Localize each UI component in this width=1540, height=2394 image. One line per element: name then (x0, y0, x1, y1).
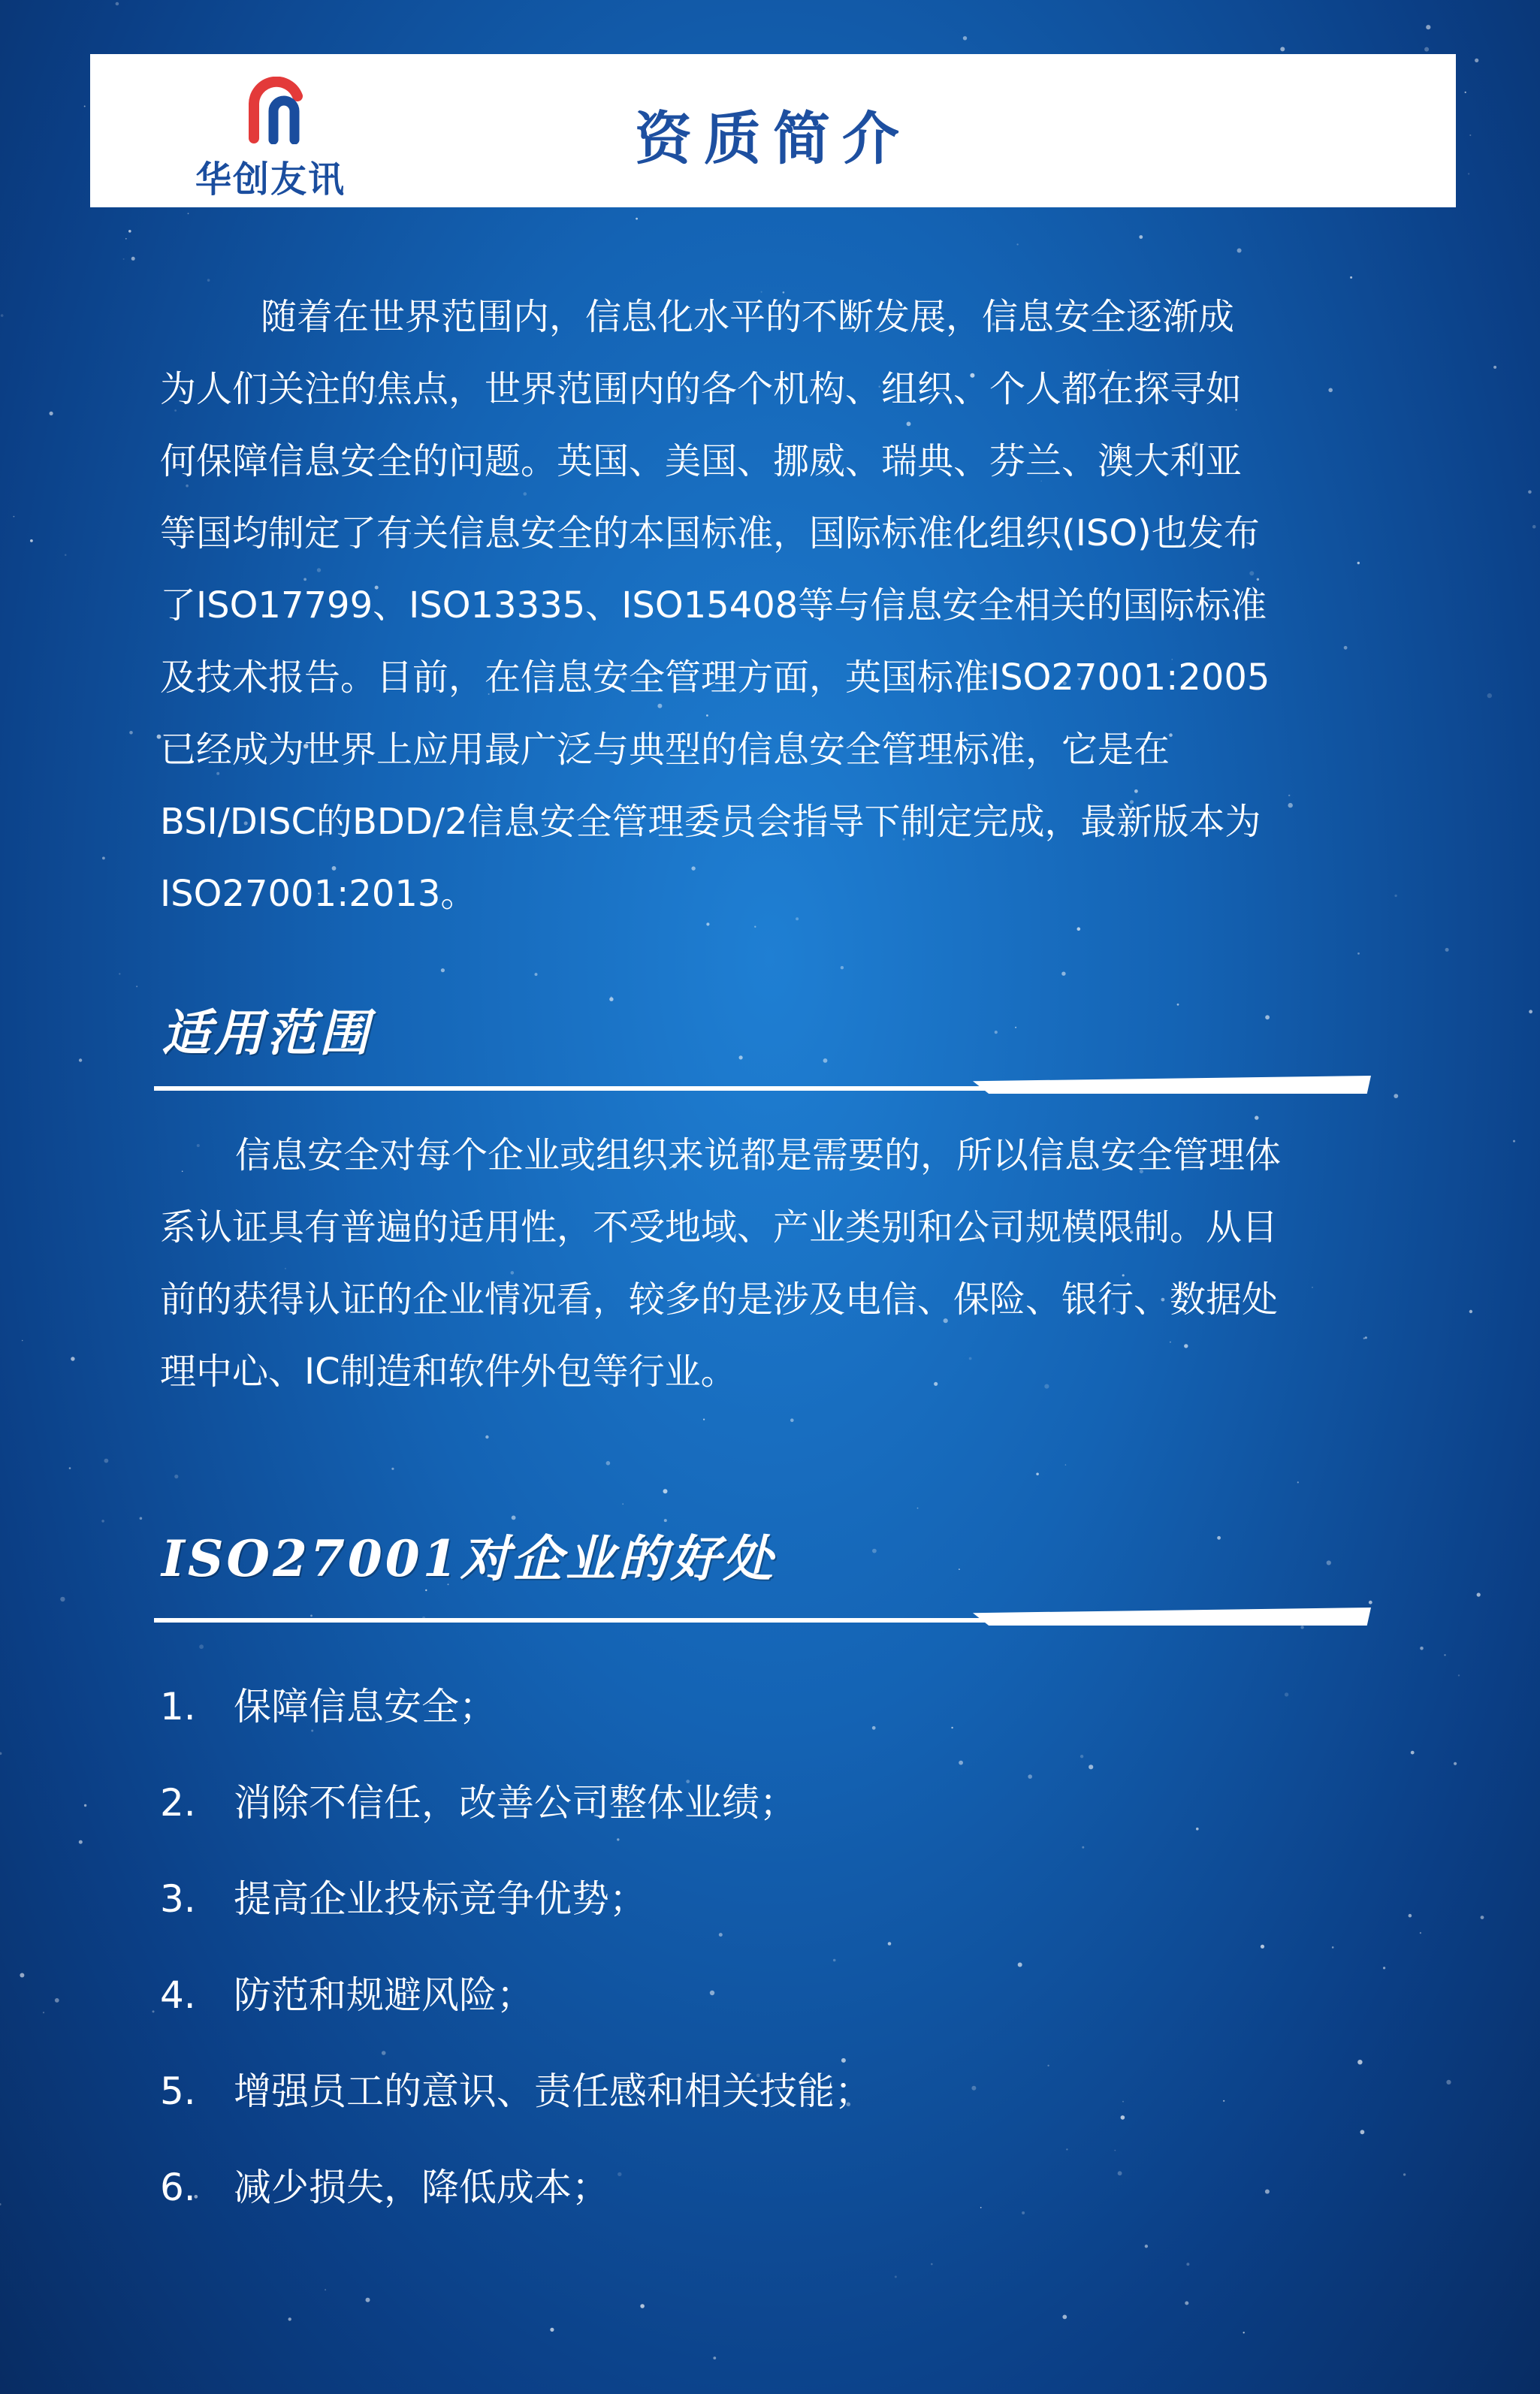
list-number: 3. (160, 1877, 196, 1921)
list-item (160, 2157, 872, 2254)
star (1118, 2171, 1122, 2175)
star (1196, 1828, 1199, 1831)
list-text: 消除不信任，改善公司整体业绩； (234, 1781, 797, 1825)
list-text: 保障信息安全； (234, 1685, 497, 1728)
intro-line: 了ISO17799、ISO13335、ISO15408等与信息安全相关的国际标准 (160, 584, 1267, 626)
star (1420, 1932, 1421, 1934)
scope-paragraph (160, 1119, 1407, 1408)
star (1066, 2148, 1067, 2150)
star (1028, 1774, 1032, 1779)
star (1114, 2150, 1116, 2151)
star (43, 2012, 44, 2013)
star (1300, 1626, 1303, 1629)
list-text: 增强员工的意识、责任感和相关技能； (234, 2069, 872, 2113)
star (1532, 525, 1536, 529)
list-number: 4. (160, 1973, 196, 2017)
star (951, 1727, 953, 1728)
list-number: 2. (160, 1781, 196, 1825)
star (790, 1418, 794, 1422)
star (609, 998, 613, 1001)
star (1469, 1310, 1472, 1313)
star (152, 2010, 155, 2012)
star (1015, 1027, 1016, 1028)
intro-line: 等国均制定了有关信息安全的本国标准，国际标准化组织(ISO)也发布 (160, 512, 1260, 554)
star (1458, 1674, 1460, 1676)
scope-line: 前的获得认证的企业情况看，较多的是涉及电信、保险、银行、数据处 (160, 1279, 1279, 1321)
scope-heading: 适用范围 (162, 1004, 372, 1062)
list-item (160, 1869, 872, 1965)
scope-line: 系认证具有普遍的适用性，不受地域、产业类别和公司规模限制。从目 (160, 1206, 1279, 1248)
star (1297, 1481, 1299, 1483)
page-title: 资质简介 (635, 105, 911, 172)
star (79, 1058, 82, 1061)
star (1280, 47, 1285, 51)
logo-text: 华创友讯 (195, 158, 346, 201)
divider-bar (973, 1076, 1371, 1094)
star (622, 1503, 624, 1505)
star (1446, 2080, 1451, 2085)
star (1265, 2190, 1270, 2194)
star (1487, 693, 1492, 698)
star (1444, 1654, 1445, 1656)
list-item (160, 1965, 872, 2061)
star (188, 213, 189, 214)
star (55, 1998, 59, 2003)
star (1403, 2173, 1406, 2175)
star (366, 2298, 370, 2302)
star (123, 258, 125, 260)
benefits-list (160, 1677, 872, 2254)
list-number: 5. (160, 2069, 196, 2113)
star (980, 2207, 982, 2208)
star (84, 1804, 86, 1807)
star (1243, 2332, 1245, 2333)
intro-paragraph (160, 281, 1407, 930)
star (101, 1520, 104, 1523)
star (971, 2086, 976, 2091)
star (1223, 2100, 1224, 2102)
section-divider (154, 1076, 1371, 1094)
star (963, 36, 967, 40)
star (119, 973, 120, 974)
star (872, 1726, 876, 1730)
list-item (160, 1677, 872, 1773)
star (199, 1644, 204, 1649)
star (485, 1435, 488, 1439)
star (128, 230, 131, 233)
star (959, 1761, 963, 1765)
intro-line: 为人们关注的焦点，世界范围内的各个机构、组织、个人都在探寻如 (160, 368, 1243, 410)
scope-line: 理中心、IC制造和软件外包等行业。 (160, 1351, 737, 1393)
star (1357, 2060, 1362, 2064)
section-divider (154, 1608, 1371, 1626)
list-number: 6. (160, 2166, 196, 2209)
star (84, 106, 86, 107)
star (140, 1517, 143, 1520)
divider-bar (973, 1608, 1371, 1626)
list-text: 提高企业投标竞争优势； (234, 1877, 647, 1921)
star (1493, 366, 1496, 369)
star (79, 1840, 83, 1844)
star (104, 1459, 109, 1463)
divider-line (154, 1086, 988, 1091)
star (535, 973, 538, 976)
list-text: 防范和规避风险； (234, 1973, 534, 2017)
star (1481, 1916, 1484, 1919)
star (1528, 491, 1532, 494)
star (959, 1568, 960, 1570)
intro-line: ISO27001:2013。 (160, 873, 477, 915)
star (1409, 1914, 1412, 1918)
list-item (160, 1773, 872, 1869)
intro-line: BSI/DISC的BDD/2信息安全管理委员会指导下制定完成，最新版本为 (160, 801, 1261, 843)
star (1016, 243, 1018, 245)
star (129, 731, 133, 735)
star (1327, 1560, 1331, 1565)
star (739, 1055, 743, 1059)
star (1350, 276, 1352, 279)
star (136, 986, 137, 987)
star (1285, 1692, 1288, 1696)
star (1186, 2263, 1189, 2266)
star (1420, 1647, 1424, 1650)
star (1465, 92, 1466, 93)
star (69, 1467, 71, 1469)
star (663, 1489, 668, 1493)
star (30, 539, 33, 542)
star (1217, 1536, 1221, 1540)
scope-line: 信息安全对每个企业或组织来说都是需要的，所以信息安全管理体 (235, 1134, 1282, 1176)
star (872, 1549, 877, 1553)
star (60, 1597, 65, 1602)
star (71, 1357, 74, 1360)
star (1022, 2211, 1025, 2214)
star (1357, 952, 1360, 955)
star (1047, 2065, 1049, 2066)
star (131, 257, 135, 261)
star (1036, 1473, 1039, 1476)
star (0, 1752, 2, 1755)
divider-line (154, 1618, 988, 1623)
intro-line: 随着在世界范围内，信息化水平的不断发展，信息安全逐渐成 (261, 296, 1235, 338)
star (895, 2276, 897, 2278)
intro-line: 何保障信息安全的问题。英国、美国、挪威、瑞典、芬兰、澳大利亚 (160, 440, 1243, 482)
benefits-heading: ISO27001对企业的好处 (162, 1529, 776, 1588)
star (1513, 1140, 1515, 1143)
star (636, 218, 638, 220)
star (288, 2317, 291, 2320)
star (931, 2263, 933, 2266)
star (22, 1340, 23, 1342)
star (606, 1461, 611, 1466)
star (1468, 173, 1469, 174)
header-banner (90, 54, 1456, 207)
star (1394, 1094, 1398, 1098)
star (125, 238, 127, 240)
star (1185, 2302, 1188, 2305)
star (823, 1058, 828, 1063)
list-text: 减少损失，降低成本； (234, 2166, 609, 2209)
list-number: 1. (160, 1685, 196, 1728)
star (1383, 1967, 1385, 1969)
star (1061, 972, 1065, 976)
star (1265, 1015, 1270, 1019)
star (640, 2304, 645, 2308)
star (174, 1475, 178, 1478)
star (1360, 2130, 1365, 2134)
star (713, 2356, 716, 2359)
star (1145, 2245, 1148, 2248)
star (0, 2203, 2, 2205)
star (1065, 1464, 1067, 1466)
star (1261, 1945, 1264, 1949)
star (703, 1419, 705, 1420)
star (116, 2, 119, 6)
star (14, 516, 15, 518)
star (1018, 1963, 1022, 1967)
star (1454, 1762, 1457, 1765)
star (1089, 1765, 1093, 1769)
star (1062, 2315, 1067, 2320)
star (65, 554, 67, 557)
star (1122, 2101, 1124, 2103)
star (1, 314, 4, 317)
star (391, 1468, 394, 1470)
star (1332, 1946, 1334, 1949)
star (441, 968, 445, 972)
star (917, 1508, 919, 1509)
list-item (160, 2061, 872, 2157)
star (995, 1031, 998, 1034)
star (1121, 2115, 1125, 2120)
star (1529, 1010, 1532, 1013)
star (1477, 1592, 1481, 1596)
star (325, 2289, 326, 2290)
intro-line: 及技术报告。目前，在信息安全管理方面，英国标准ISO27001:2005 (160, 657, 1270, 699)
star (888, 1942, 892, 1946)
star (20, 1973, 24, 1978)
star (1237, 249, 1242, 253)
star (1475, 59, 1478, 62)
star (1177, 1004, 1179, 1006)
star (1426, 25, 1430, 29)
star (1080, 1755, 1083, 1758)
star (1139, 235, 1143, 239)
star (1082, 1846, 1084, 1849)
star (1424, 47, 1429, 52)
star (841, 966, 844, 969)
intro-line: 已经成为世界上应用最广泛与典型的信息安全管理标准，它是在 (160, 729, 1170, 771)
star (1369, 1601, 1372, 1605)
star (50, 412, 53, 415)
star (1469, 134, 1471, 136)
star (1445, 948, 1449, 952)
star (550, 2328, 554, 2332)
star (1411, 1751, 1415, 1755)
star (102, 857, 105, 860)
